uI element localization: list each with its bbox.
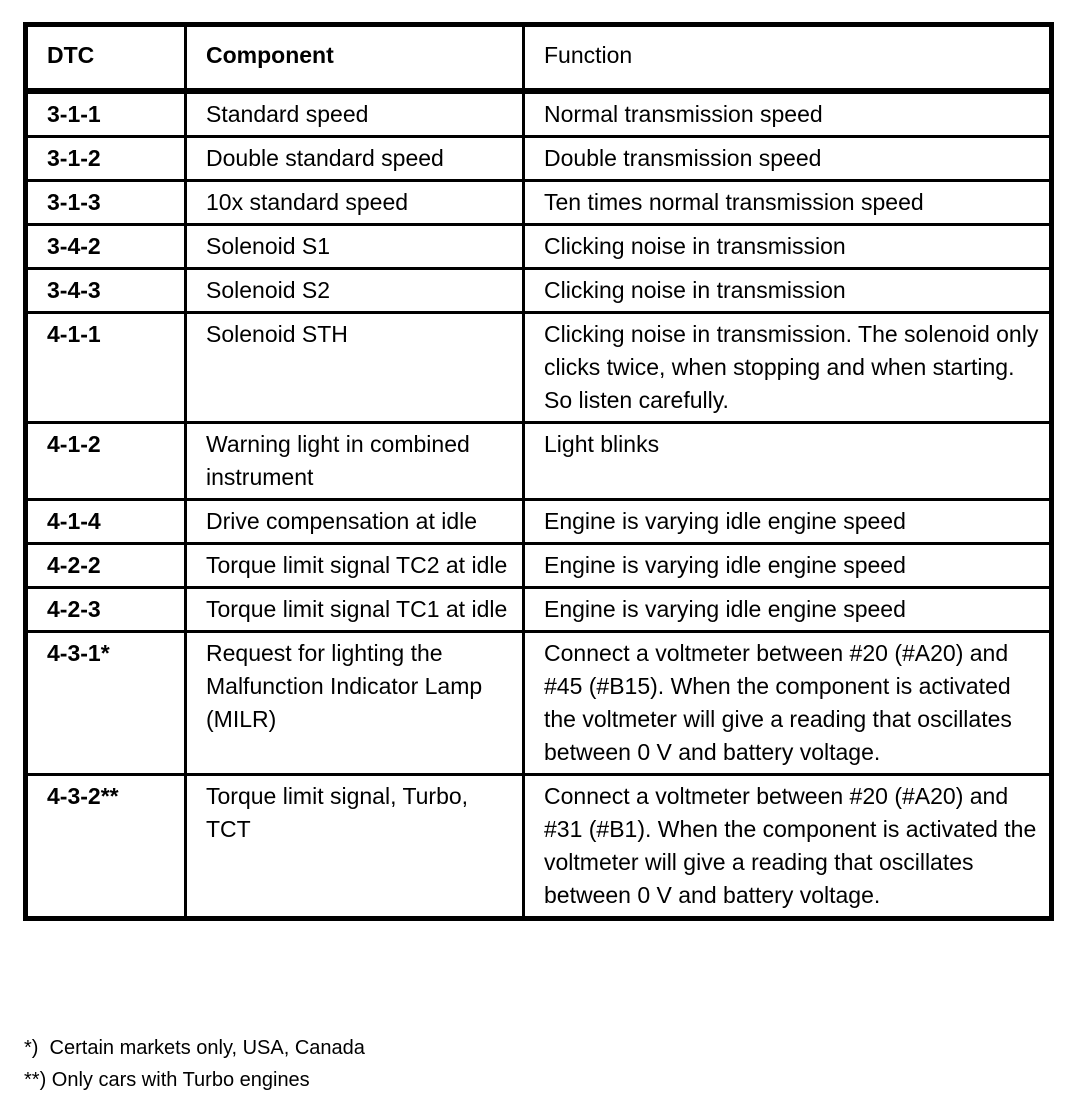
table-header-row [26,25,1052,92]
footnotes [24,1032,365,1096]
component-cell: Standard speed [186,91,524,137]
table-row [26,313,1052,423]
table-row [26,775,1052,919]
dtc-cell: 4-3-2** [26,775,186,919]
table-row [26,500,1052,544]
dtc-cell: 4-1-1 [26,313,186,423]
component-cell: Solenoid STH [186,313,524,423]
component-cell: 10x standard speed [186,181,524,225]
dtc-cell: 3-1-2 [26,137,186,181]
dtc-cell: 3-4-3 [26,269,186,313]
function-cell: Engine is varying idle engine speed [524,500,1052,544]
dtc-cell: 4-2-3 [26,588,186,632]
footnote-markets: *) Certain markets only, USA, Canada [24,1037,365,1059]
table-row [26,269,1052,313]
function-cell: Normal transmission speed [524,91,1052,137]
footnote-turbo: **) Only cars with Turbo engines [24,1069,310,1091]
dtc-cell: 4-1-2 [26,423,186,500]
dtc-table [23,22,1054,921]
function-cell: Light blinks [524,423,1052,500]
component-cell: Torque limit signal TC1 at idle [186,588,524,632]
function-cell: Clicking noise in transmission [524,269,1052,313]
table-body [26,91,1052,919]
function-cell: Connect a voltmeter between #20 (#A20) and #45 (#B15). When the component is activated the voltmeter will give a reading that oscillates between 0 V and battery voltage. [524,632,1052,775]
component-cell: Solenoid S1 [186,225,524,269]
component-cell: Warning light in combined instrument [186,423,524,500]
table-row [26,588,1052,632]
function-cell: Engine is varying idle engine speed [524,588,1052,632]
function-cell: Engine is varying idle engine speed [524,544,1052,588]
component-cell: Torque limit signal, Turbo, TCT [186,775,524,919]
header-function: Function [524,25,1052,92]
dtc-cell: 4-1-4 [26,500,186,544]
table-row [26,423,1052,500]
function-cell: Ten times normal transmission speed [524,181,1052,225]
table-row [26,137,1052,181]
table-row [26,544,1052,588]
table-row [26,181,1052,225]
function-cell: Clicking noise in transmission [524,225,1052,269]
function-cell: Connect a voltmeter between #20 (#A20) and #31 (#B1). When the component is activated the voltmeter will give a reading that oscillates between 0 V and battery voltage. [524,775,1052,919]
dtc-cell: 4-3-1* [26,632,186,775]
dtc-cell: 3-4-2 [26,225,186,269]
component-cell: Double standard speed [186,137,524,181]
function-cell: Double transmission speed [524,137,1052,181]
dtc-cell: 3-1-3 [26,181,186,225]
header-component: Component [186,25,524,92]
table-row [26,225,1052,269]
header-dtc: DTC [26,25,186,92]
table-row [26,91,1052,137]
dtc-cell: 3-1-1 [26,91,186,137]
component-cell: Solenoid S2 [186,269,524,313]
component-cell: Torque limit signal TC2 at idle [186,544,524,588]
component-cell: Request for lighting the Malfunction Indicator Lamp (MILR) [186,632,524,775]
function-cell: Clicking noise in transmission. The solenoid only clicks twice, when stopping and when starting. So listen carefully. [524,313,1052,423]
table-row [26,632,1052,775]
dtc-cell: 4-2-2 [26,544,186,588]
component-cell: Drive compensation at idle [186,500,524,544]
